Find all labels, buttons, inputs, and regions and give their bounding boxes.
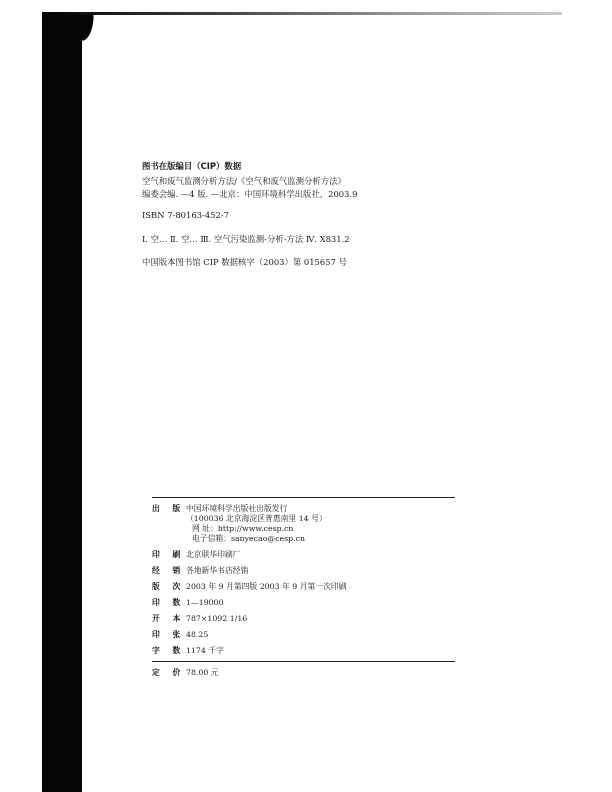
colophon-row-edition xyxy=(152,582,455,592)
publisher-website: 网 址：http://www.cesp.cn xyxy=(192,524,294,533)
publisher-label: 出 版 xyxy=(152,504,186,513)
cip-heading: 图书在版编目（CIP）数据 xyxy=(142,161,242,171)
print-run-value: 1—19000 xyxy=(186,598,224,607)
price-value: 78.00 元 xyxy=(186,668,219,677)
distributor-label: 经 销 xyxy=(152,566,186,575)
colophon-block xyxy=(152,497,455,678)
format-label: 开 本 xyxy=(152,614,186,623)
cip-classification: Ⅰ. 空… Ⅱ. 空… Ⅲ. 空气污染监测-分析-方法 Ⅳ. X831.2 xyxy=(142,234,350,244)
publisher-value: 中国环境科学出版社出版发行 xyxy=(186,504,288,513)
cip-edition-line: 编委会编. —4 版. —北京：中国环境科学出版社，2003.9 xyxy=(142,189,358,199)
colophon-row-price xyxy=(152,668,455,678)
cip-isbn: ISBN 7-80163-452-7 xyxy=(142,210,229,220)
word-count-value: 1174 千字 xyxy=(186,646,224,655)
cip-title-line: 空气和废气监测分析方法/《空气和废气监测分析方法》 xyxy=(142,176,346,186)
printer-label: 印 刷 xyxy=(152,550,186,559)
publisher-address: （100036 北京海淀区普惠南里 14 号） xyxy=(186,514,327,523)
edition-label: 版 次 xyxy=(152,582,186,591)
price-label: 定 价 xyxy=(152,668,186,677)
colophon-row-printer xyxy=(152,550,455,560)
colophon-row-sheets xyxy=(152,630,455,640)
sheets-label: 印 张 xyxy=(152,630,186,639)
colophon-bottom-rule xyxy=(152,661,455,662)
word-count-label: 字 数 xyxy=(152,646,186,655)
edition-value: 2003 年 9 月第四版 2003 年 9 月第一次印刷 xyxy=(186,582,347,591)
scan-top-edge xyxy=(42,12,562,15)
printer-value: 北京联华印刷厂 xyxy=(186,550,241,559)
colophon-row-word-count xyxy=(152,646,455,656)
colophon-row-print-run xyxy=(152,598,455,608)
colophon-row-distributor xyxy=(152,566,455,576)
print-run-label: 印 数 xyxy=(152,598,186,607)
scan-spine-shadow xyxy=(42,12,82,792)
colophon-row-publisher xyxy=(152,504,455,514)
cip-verification-number: 中国版本图书馆 CIP 数据核字（2003）第 015657 号 xyxy=(142,257,347,267)
format-value: 787×1092 1/16 xyxy=(186,614,248,623)
publisher-email: 电子信箱：sanyecao@cesp.cn xyxy=(192,534,306,543)
colophon-row-format xyxy=(152,614,455,624)
cip-block xyxy=(142,161,482,267)
scan-corner-shadow xyxy=(82,15,100,55)
sheets-value: 48.25 xyxy=(186,630,209,639)
distributor-value: 各地新华书店经销 xyxy=(186,566,249,575)
